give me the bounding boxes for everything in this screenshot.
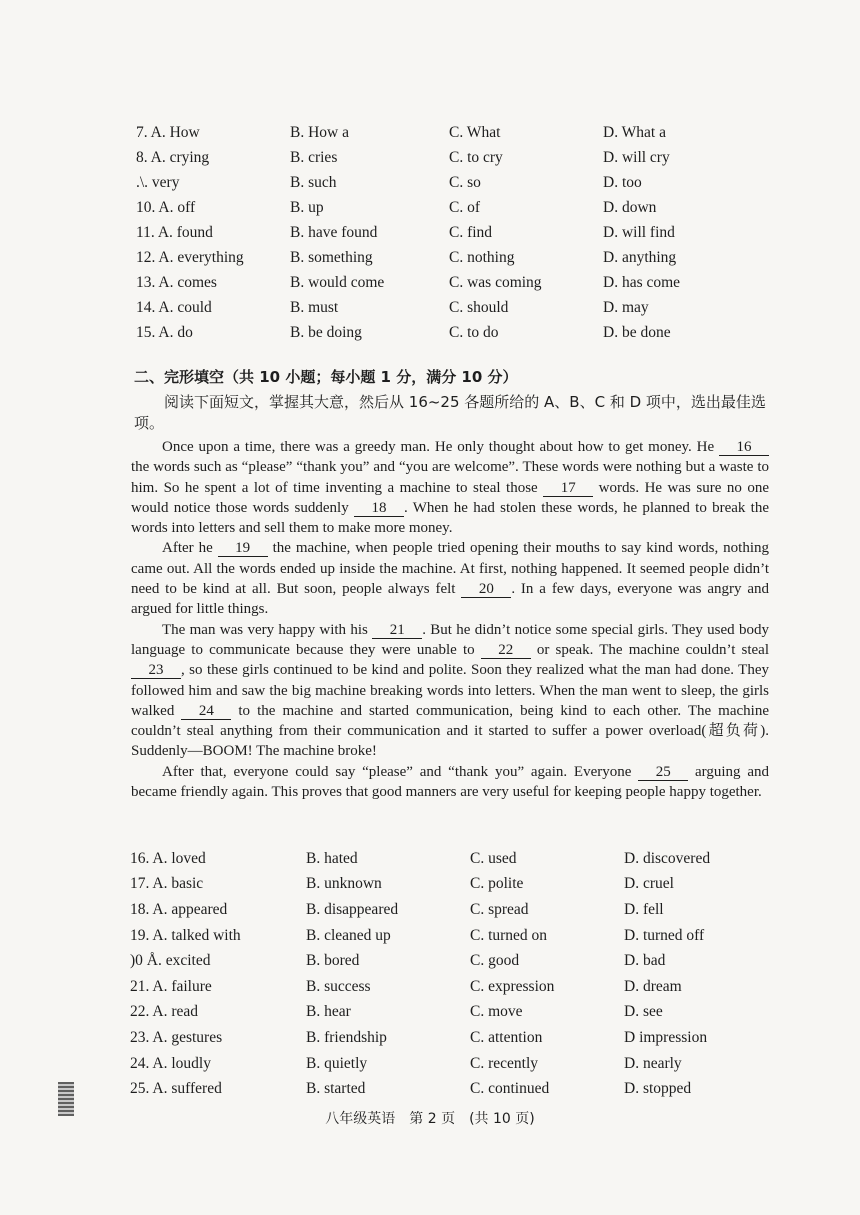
blank-20: 20	[461, 582, 511, 598]
option-b: B. have found	[290, 223, 378, 241]
option-c: C. recently	[470, 1054, 539, 1072]
option-c: C. good	[470, 952, 520, 970]
option-a: 18. A. appeared	[130, 900, 228, 918]
top-question-row	[136, 295, 680, 320]
option-d: D. stopped	[624, 1080, 692, 1098]
option-d: D. may	[603, 298, 649, 316]
top-question-row	[136, 195, 680, 220]
option-d: D. has come	[603, 273, 681, 291]
top-question-row	[136, 120, 680, 145]
bottom-question-row	[130, 1076, 710, 1102]
option-a: 7. A. How	[136, 123, 200, 141]
option-d: D. will cry	[603, 148, 670, 166]
option-c: C. move	[470, 1003, 523, 1021]
option-a: 12. A. everything	[136, 248, 244, 266]
passage-text: the machine, when people tried opening their mouths to say kind words, nothing came out. All the words ended up inside the machine. At first, nothing happened. It seemed people didn’t need to be kind at all. But soon, people always felt	[131, 540, 769, 598]
page-footer: 八年级英语 第 2 页 (共 10 页)	[325, 1111, 535, 1127]
option-c: C. turned on	[470, 926, 548, 944]
option-b: B. unknown	[306, 875, 382, 893]
option-d: D impression	[624, 1028, 708, 1046]
bottom-question-row	[130, 846, 710, 872]
option-b: B. be doing	[290, 323, 362, 341]
section-instructions: 阅读下面短文，掌握其大意，然后从 16~25 各题所给的 A、B、C 和 D 项中，选出最佳选项。	[134, 393, 766, 432]
blank-23: 23	[131, 663, 181, 679]
option-b: B. up	[290, 198, 324, 216]
option-b: B. hated	[306, 849, 358, 867]
option-c: C. should	[449, 298, 509, 316]
bottom-question-row	[130, 974, 710, 1000]
option-a: 15. A. do	[136, 323, 193, 341]
bottom-question-row	[130, 1025, 710, 1051]
scan-edge-mark	[58, 1082, 74, 1116]
section-title: 二、完形填空（共 10 小题；每小题 1 分，满分 10 分）	[134, 368, 518, 386]
option-b: B. such	[290, 173, 337, 191]
top-question-row	[136, 320, 680, 345]
option-a: 22. A. read	[130, 1003, 199, 1021]
option-b: B. would come	[290, 273, 385, 291]
option-c: C. was coming	[449, 273, 542, 291]
option-c: C. to cry	[449, 148, 503, 166]
option-b: B. cries	[290, 148, 338, 166]
top-question-row	[136, 170, 680, 195]
passage-text: the words such as “please” “thank you” and “you are welcome”. These words were nothing but a waste to him. So he spent a lot of time inventing a machine to steal those	[131, 459, 769, 496]
option-d: D. cruel	[624, 875, 674, 893]
option-c: C. of	[449, 198, 480, 216]
passage-text: arguing and became friendly again. This proves that good manners are very useful for keeping people happy together.	[131, 763, 769, 801]
blank-21: 21	[372, 623, 422, 639]
option-d: D. bad	[624, 952, 666, 970]
option-c: C. What	[449, 123, 501, 141]
blank-16: 16	[719, 440, 769, 456]
passage-paragraph-1	[131, 437, 769, 538]
top-question-row	[136, 220, 680, 245]
option-d: D. too	[603, 173, 642, 191]
blank-18: 18	[354, 501, 404, 517]
blank-19: 19	[218, 541, 268, 557]
option-d: D. nearly	[624, 1054, 682, 1072]
option-b: B. success	[306, 977, 371, 995]
option-d: D. be done	[603, 323, 671, 341]
passage-text: After that, everyone could say “please” and “thank you” again. Everyone	[162, 763, 639, 780]
top-question-row	[136, 145, 680, 170]
bottom-question-row	[130, 1051, 710, 1077]
option-a: 16. A. loved	[130, 849, 206, 867]
option-d: D. discovered	[624, 849, 711, 867]
bottom-question-row	[130, 948, 710, 974]
passage-text: words. He was sure no one would notice those words suddenly	[131, 479, 769, 516]
blank-17: 17	[543, 481, 593, 497]
option-d: D. down	[603, 198, 657, 216]
option-b: B. How a	[290, 123, 349, 141]
option-d: D. turned off	[624, 926, 705, 944]
options-table-16-25	[130, 846, 710, 1102]
bottom-question-row	[130, 897, 710, 923]
option-a: )0 Å. excited	[130, 952, 211, 970]
option-c: C. continued	[470, 1080, 550, 1098]
passage-text: , so these girls continued to be kind and polite. Soon they realized what the man had done. They followed him and saw the big machine breaking words into letters. When the man went to sleep, the girls walked	[131, 662, 769, 719]
option-c: C. expression	[470, 977, 555, 995]
option-a: .\. very	[136, 173, 180, 191]
option-b: B. something	[290, 248, 373, 266]
option-c: C. used	[470, 849, 517, 867]
option-b: B. quietly	[306, 1054, 368, 1072]
option-a: 23. A. gestures	[130, 1028, 223, 1046]
option-a: 10. A. off	[136, 198, 196, 216]
options-table-7-15	[136, 120, 680, 345]
blank-25: 25	[638, 765, 688, 781]
passage-text: Once upon a time, there was a greedy man. He only thought about how to get money. He	[162, 439, 719, 455]
passage-paragraph-3	[131, 620, 769, 762]
cloze-passage	[131, 437, 769, 802]
blank-24: 24	[181, 704, 231, 720]
passage-text: to the machine and started communication, being kind to each other. The machine couldn’t steal anything from their communication and it started to suffer a power overload(超负荷). Suddenly—BOOM! The machine broke!	[131, 702, 769, 760]
top-question-row	[136, 270, 680, 295]
option-c: C. spread	[470, 900, 529, 918]
option-b: B. cleaned up	[306, 926, 391, 944]
bottom-question-row	[130, 923, 710, 949]
option-b: B. must	[290, 298, 339, 316]
option-d: D. see	[624, 1003, 663, 1021]
option-b: B. started	[306, 1080, 366, 1098]
bottom-question-row	[130, 1000, 710, 1026]
option-d: D. anything	[603, 248, 677, 266]
passage-text: The man was very happy with his	[162, 621, 373, 638]
passage-text: or speak. The machine couldn’t steal	[530, 641, 769, 658]
option-c: C. to do	[449, 323, 499, 341]
passage-text: . But he didn’t notice some special girls. They used body language to communicate because they were unable to	[131, 621, 769, 658]
option-a: 21. A. failure	[130, 977, 212, 995]
option-c: C. polite	[470, 875, 524, 893]
option-b: B. friendship	[306, 1028, 387, 1046]
option-d: D. fell	[624, 900, 664, 918]
option-a: 8. A. crying	[136, 148, 210, 166]
option-a: 14. A. could	[136, 298, 212, 316]
option-a: 17. A. basic	[130, 875, 204, 893]
option-b: B. bored	[306, 952, 360, 970]
option-b: B. disappeared	[306, 900, 399, 918]
option-c: C. find	[449, 223, 493, 241]
passage-text: . In a few days, everyone was angry and argued for little things.	[131, 581, 769, 618]
option-c: C. attention	[470, 1028, 543, 1046]
option-c: C. so	[449, 173, 481, 191]
option-a: 13. A. comes	[136, 273, 217, 291]
bottom-question-row	[130, 872, 710, 898]
option-b: B. hear	[306, 1003, 351, 1021]
passage-text: After he	[162, 540, 218, 557]
option-d: D. will find	[603, 223, 675, 241]
passage-paragraph-4	[131, 762, 769, 803]
top-question-row	[136, 245, 680, 270]
option-a: 25. A. suffered	[130, 1080, 222, 1098]
blank-22: 22	[481, 643, 531, 659]
option-c: C. nothing	[449, 248, 515, 266]
option-d: D. What a	[603, 123, 666, 141]
option-a: 11. A. found	[136, 223, 213, 241]
option-a: 19. A. talked with	[130, 926, 241, 944]
option-a: 24. A. loudly	[130, 1054, 211, 1072]
option-d: D. dream	[624, 977, 682, 995]
passage-paragraph-2	[131, 538, 769, 619]
passage-text: . When he had stolen these words, he planned to break the words into letters and sell them to make more money.	[131, 499, 769, 537]
